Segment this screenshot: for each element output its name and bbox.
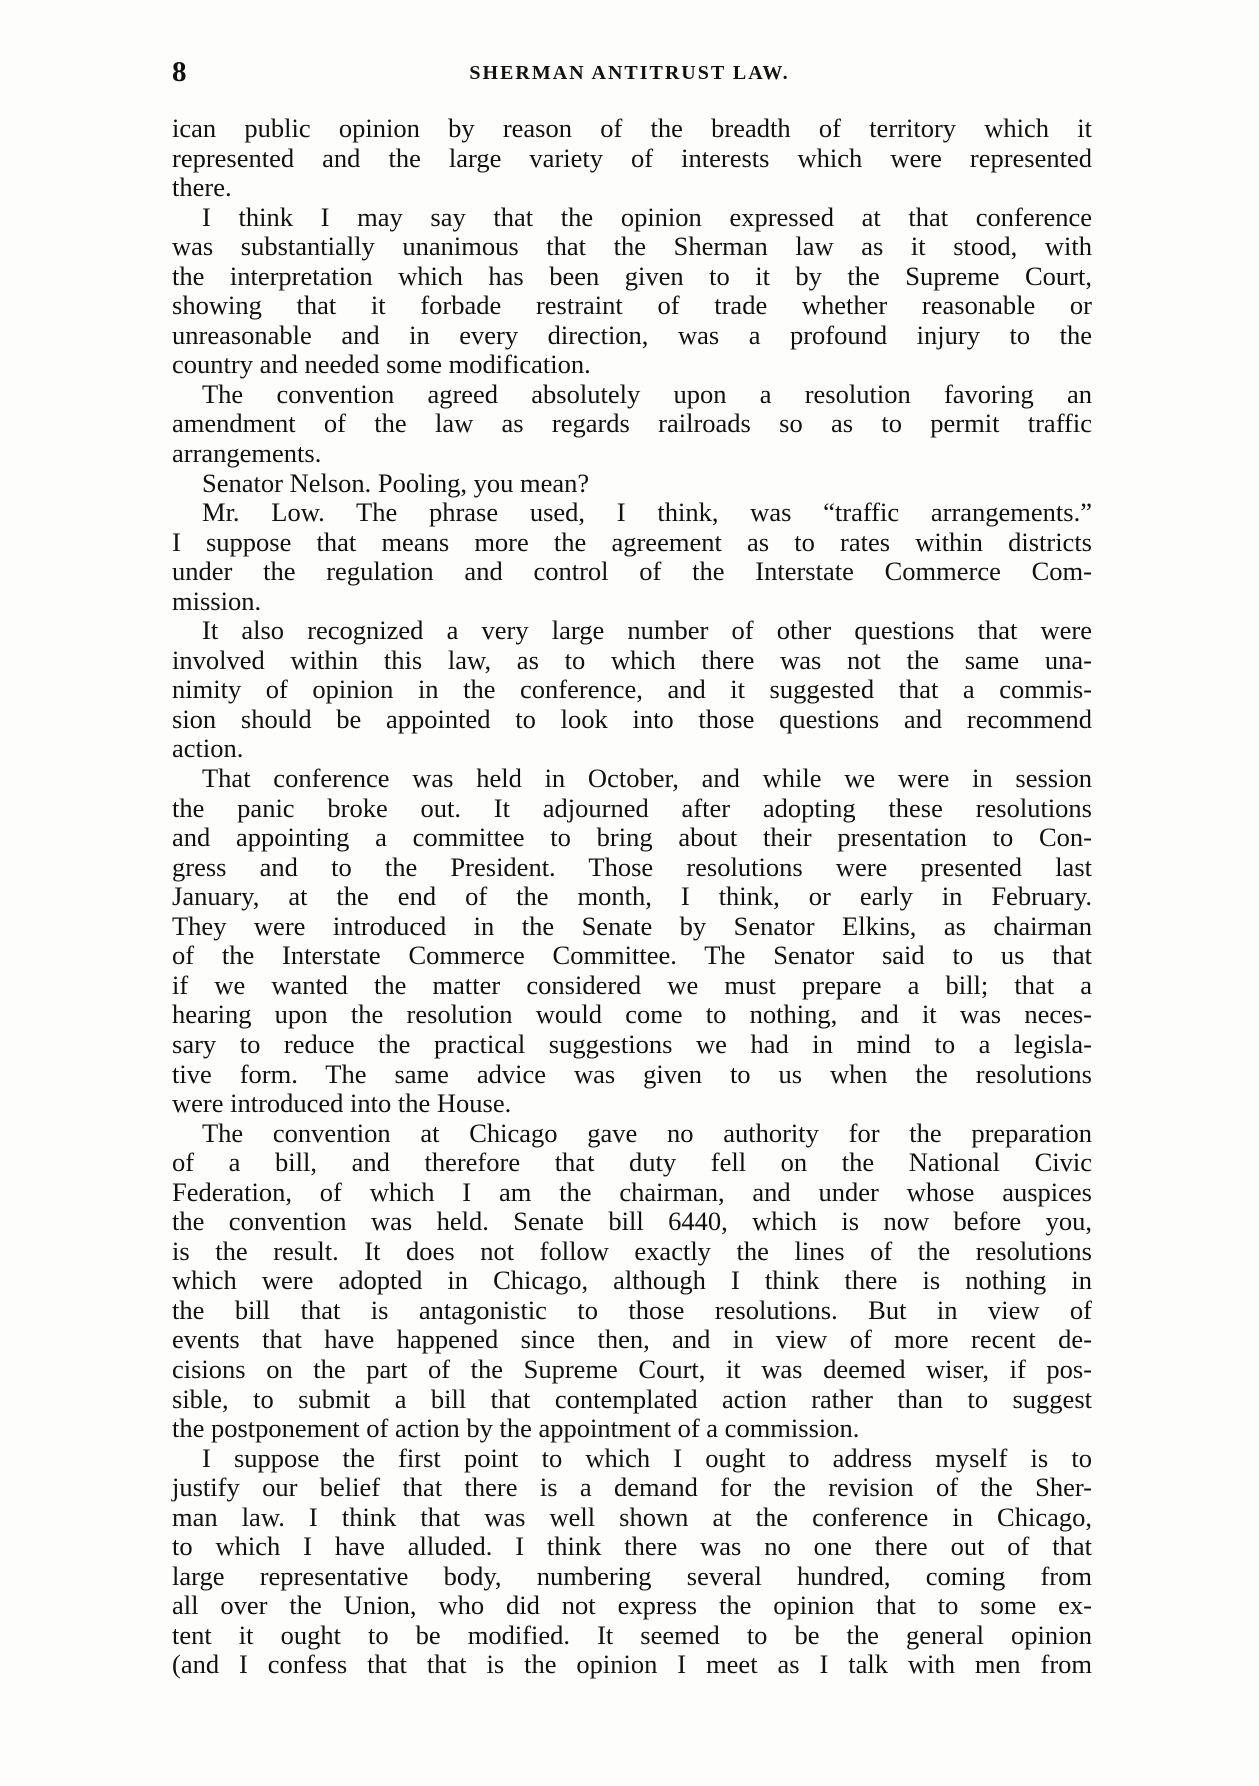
running-head: SHERMAN ANTITRUST LAW. <box>469 62 790 84</box>
page-number: 8 <box>172 56 187 88</box>
text-line: if we wanted the matter considered we must prepare a bill; that a <box>172 969 1092 1000</box>
text-line: under the regulation and control of the Interstate Commerce Com- <box>172 556 1092 587</box>
text-line: sion should be appointed to look into those questions and recommend <box>172 703 1092 734</box>
text-line: is the result. It does not follow exactly the lines of the resolutions <box>172 1235 1092 1266</box>
text-line: cisions on the part of the Supreme Court, it was deemed wiser, if pos- <box>172 1353 1092 1384</box>
text-line: represented and the large variety of interests which were represented <box>172 142 1092 173</box>
text-line: gress and to the President. Those resolutions were presented last <box>172 851 1092 882</box>
text-line: involved within this law, as to which there was not the same una- <box>172 644 1092 675</box>
text-line: which were adopted in Chicago, although I think there is nothing in <box>172 1265 1092 1296</box>
text-line: sary to reduce the practical suggestions we had in mind to a legisla- <box>172 1028 1092 1059</box>
text-line: the panic broke out. It adjourned after adopting these resolutions <box>172 792 1092 823</box>
text-line: I suppose that means more the agreement as to rates within districts <box>172 526 1092 557</box>
text-line: to which I have alluded. I think there was no one there out of that <box>172 1531 1092 1562</box>
text-line: tive form. The same advice was given to us when the resolutions <box>172 1058 1092 1089</box>
text-line: man law. I think that was well shown at the conference in Chicago, <box>172 1501 1092 1532</box>
text-line: I suppose the first point to which I ought to address myself is to <box>202 1442 1092 1473</box>
body-text <box>172 114 1092 1680</box>
text-line: Mr. Low. The phrase used, I think, was “traffic arrangements.” <box>202 497 1092 528</box>
text-line: hearing upon the resolution would come to nothing, and it was neces- <box>172 999 1092 1030</box>
text-line: sible, to submit a bill that contemplated action rather than to suggest <box>172 1383 1092 1414</box>
text-line: amendment of the law as regards railroads so as to permit traffic <box>172 408 1092 439</box>
text-line: The convention agreed absolutely upon a resolution favoring an <box>202 378 1092 409</box>
text-line: the postponement of action by the appointment of a commission. <box>172 1413 860 1444</box>
text-line: was substantially unanimous that the Sherman law as it stood, with <box>172 231 1092 262</box>
text-line: there. <box>172 172 232 203</box>
text-line: mission. <box>172 585 262 616</box>
text-line: tent it ought to be modified. It seemed to be the general opinion <box>172 1619 1092 1650</box>
text-line: large representative body, numbering several hundred, coming from <box>172 1560 1092 1591</box>
text-line: The convention at Chicago gave no authority for the preparation <box>202 1117 1092 1148</box>
text-line: I think I may say that the opinion expressed at that conference <box>202 201 1092 232</box>
text-line: arrangements. <box>172 438 322 469</box>
text-line: January, at the end of the month, I think, or early in February. <box>172 881 1092 912</box>
text-line: of a bill, and therefore that duty fell on the National Civic <box>172 1147 1092 1178</box>
text-line: of the Interstate Commerce Committee. The Senator said to us that <box>172 940 1092 971</box>
text-line: country and needed some modification. <box>172 349 591 380</box>
text-line: showing that it forbade restraint of trade whether reasonable or <box>172 290 1092 321</box>
text-line: were introduced into the House. <box>172 1088 512 1119</box>
text-line: (and I confess that that is the opinion I meet as I talk with men from <box>172 1649 1092 1680</box>
text-line: nimity of opinion in the conference, and it suggested that a commis- <box>172 674 1092 705</box>
text-line: That conference was held in October, and while we were in session <box>202 763 1092 794</box>
text-line: the convention was held. Senate bill 6440, which is now before you, <box>172 1206 1092 1237</box>
text-line: events that have happened since then, and in view of more recent de- <box>172 1324 1092 1355</box>
text-line: the interpretation which has been given to it by the Supreme Court, <box>172 260 1092 291</box>
text-line: Federation, of which I am the chairman, and under whose auspices <box>172 1176 1092 1207</box>
text-line: It also recognized a very large number of other questions that were <box>202 615 1092 646</box>
text-line: and appointing a committee to bring about their presentation to Con- <box>172 822 1092 853</box>
text-line: unreasonable and in every direction, was a profound injury to the <box>172 319 1092 350</box>
text-line: ican public opinion by reason of the breadth of territory which it <box>172 113 1092 143</box>
text-line: They were introduced in the Senate by Senator Elkins, as chairman <box>172 910 1092 941</box>
text-line: all over the Union, who did not express the opinion that to some ex- <box>172 1590 1092 1621</box>
text-line: Senator Nelson. Pooling, you mean? <box>202 467 590 498</box>
text-line: justify our belief that there is a demand for the revision of the Sher- <box>172 1472 1092 1503</box>
text-line: the bill that is antagonistic to those resolutions. But in view of <box>172 1294 1092 1325</box>
text-line: action. <box>172 733 244 764</box>
